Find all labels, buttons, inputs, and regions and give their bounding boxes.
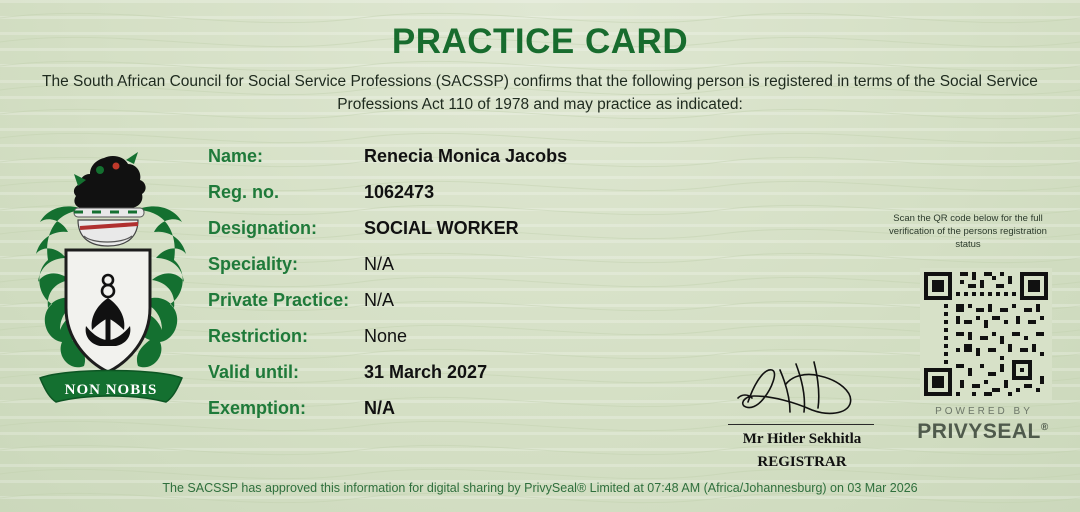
field-value-speciality: N/A — [364, 254, 395, 274]
field-label-private-practice: Private Practice: — [208, 290, 350, 310]
field-label-exemption: Exemption: — [208, 398, 307, 418]
field-value-private-practice: N/A — [364, 290, 395, 310]
qr-instruction-text: Scan the QR code below for the full verification of the persons registration status — [889, 213, 1047, 250]
field-label-designation: Designation: — [208, 218, 318, 238]
sacssp-coat-of-arms — [26, 140, 196, 412]
field-value-reg-no: 1062473 — [364, 182, 435, 202]
field-label-restriction: Restriction: — [208, 326, 309, 346]
privyseal-brand-text: PRIVYSEAL — [917, 420, 1041, 443]
signature-mark — [728, 358, 878, 420]
field-label-name: Name: — [208, 146, 264, 166]
field-label-valid-until: Valid until: — [208, 362, 300, 382]
qr-code[interactable] — [920, 268, 1052, 400]
powered-by-label: POWERED BY — [935, 406, 1033, 417]
field-row-exemption — [208, 398, 728, 434]
field-row-restriction — [208, 326, 728, 362]
field-value-valid-until: 31 March 2027 — [364, 362, 488, 382]
page-title: PRACTICE CARD — [391, 22, 689, 61]
crest-motto-text: NON NOBIS — [64, 382, 158, 398]
intro-text: The South African Council for Social Service Professions (SACSSP) confirms that the following person is registered in terms of the Social Service Professions Act 110 of 1978 and may practice as indicated: — [42, 73, 1038, 113]
registrar-name: Mr Hitler Sekhitla — [742, 431, 862, 447]
field-row-name — [208, 146, 728, 182]
field-row-valid-until — [208, 362, 728, 398]
field-value-designation: SOCIAL WORKER — [364, 218, 519, 238]
field-value-restriction: None — [364, 326, 408, 346]
footer-approval-text: The SACSSP has approved this information for digital sharing by PrivySeal® Limited at 07:48 AM (Africa/Johannesburg) on 03 Mar 2026 — [162, 481, 918, 495]
field-row-speciality — [208, 254, 728, 290]
privyseal-registered-mark: ® — [1040, 422, 1049, 433]
registrar-role: REGISTRAR — [757, 454, 847, 470]
field-label-reg-no: Reg. no. — [208, 182, 279, 202]
field-value-exemption: N/A — [364, 398, 395, 418]
field-value-name: Renecia Monica Jacobs — [364, 146, 568, 166]
field-row-private-practice — [208, 290, 728, 326]
privyseal-brand — [908, 420, 1058, 444]
field-label-speciality: Speciality: — [208, 254, 299, 274]
field-row-reg-no — [208, 182, 728, 218]
signature-line — [728, 424, 874, 425]
field-row-designation — [208, 218, 728, 254]
details-list — [208, 146, 728, 434]
